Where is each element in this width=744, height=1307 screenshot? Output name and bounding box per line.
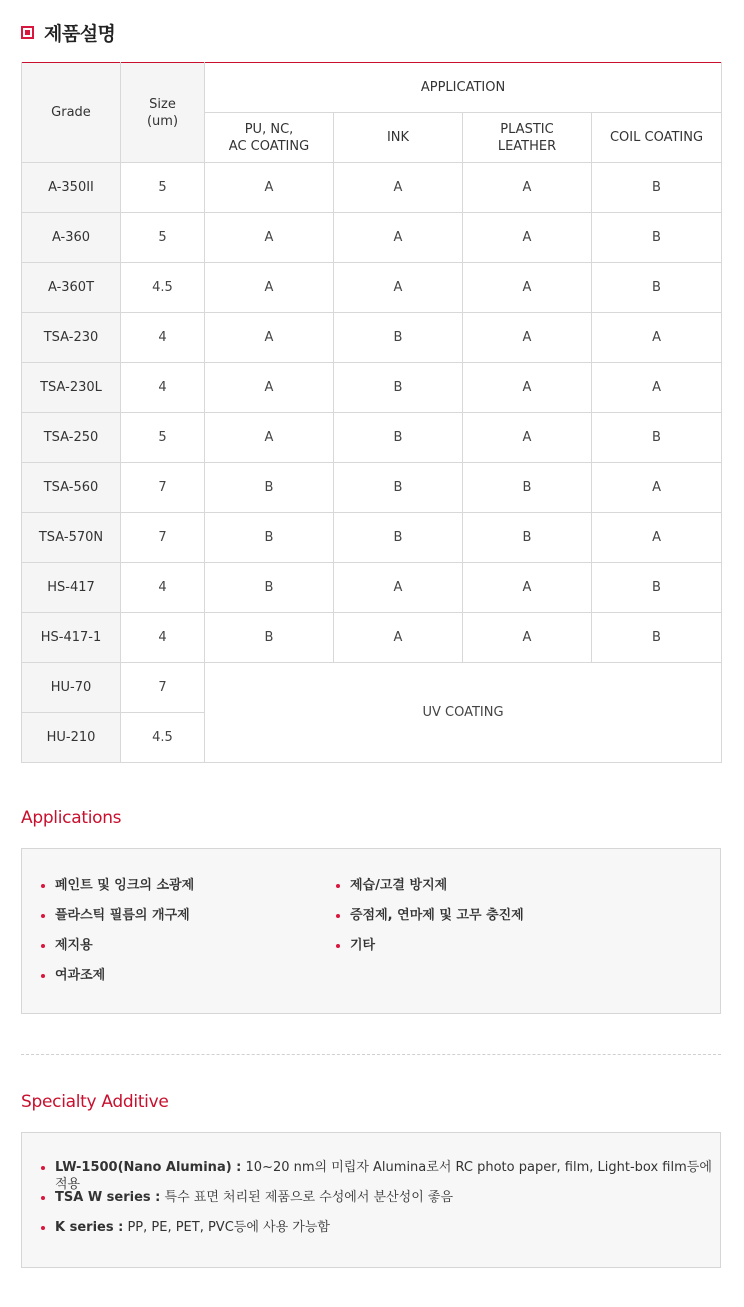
size-cell: 4.5 [121, 263, 205, 313]
coil-coating-cell: B [592, 263, 722, 313]
plastic-leather-cell: A [463, 613, 592, 663]
list-item: 제지용 [41, 937, 194, 967]
pu-nc-ac-cell: B [205, 563, 334, 613]
grade-cell: TSA-560 [22, 463, 121, 513]
table-row [22, 463, 722, 513]
pu-nc-ac-cell: A [205, 313, 334, 363]
plastic-leather-cell: B [463, 463, 592, 513]
specialty-list [41, 1159, 720, 1249]
grade-cell: A-360T [22, 263, 121, 313]
pu-nc-ac-cell: A [205, 263, 334, 313]
table-row [22, 563, 722, 613]
coil-coating-cell: B [592, 213, 722, 263]
coil-coating-cell: A [592, 363, 722, 413]
coil-coating-cell: B [592, 163, 722, 213]
uv-coating-cell: UV COATING [205, 663, 722, 763]
header-grade: Grade [22, 63, 121, 163]
list-item: 여과조제 [41, 967, 194, 997]
table-row [22, 213, 722, 263]
grade-cell: HU-210 [22, 713, 121, 763]
pu-nc-ac-cell: A [205, 413, 334, 463]
header-ink: INK [334, 113, 463, 163]
header-application: APPLICATION [205, 63, 722, 113]
table-row [22, 163, 722, 213]
plastic-leather-cell: A [463, 563, 592, 613]
grade-cell: A-350II [22, 163, 121, 213]
size-cell: 4.5 [121, 713, 205, 763]
header-coil-coating: COIL COATING [592, 113, 722, 163]
size-cell: 4 [121, 313, 205, 363]
size-cell: 4 [121, 563, 205, 613]
grade-cell: TSA-230 [22, 313, 121, 363]
ink-cell: A [334, 263, 463, 313]
plastic-leather-cell: B [463, 513, 592, 563]
pu-nc-ac-cell: B [205, 613, 334, 663]
page-title-row [21, 20, 115, 44]
list-item: K series : PP, PE, PET, PVC등에 사용 가능함 [41, 1219, 720, 1249]
plastic-leather-cell: A [463, 313, 592, 363]
grade-cell: HU-70 [22, 663, 121, 713]
coil-coating-cell: B [592, 613, 722, 663]
plastic-leather-cell: A [463, 213, 592, 263]
size-cell: 5 [121, 163, 205, 213]
ink-cell: A [334, 613, 463, 663]
specialty-additive-box [21, 1132, 721, 1268]
pu-nc-ac-cell: A [205, 363, 334, 413]
list-item: 기타 [336, 937, 524, 967]
grade-cell: TSA-570N [22, 513, 121, 563]
plastic-leather-cell: A [463, 163, 592, 213]
pu-nc-ac-cell: A [205, 163, 334, 213]
size-cell: 7 [121, 513, 205, 563]
grade-cell: TSA-250 [22, 413, 121, 463]
size-cell: 7 [121, 663, 205, 713]
list-item: 증점제, 연마제 및 고무 충진제 [336, 907, 524, 937]
header-size: Size (um) [121, 63, 205, 163]
section-divider [21, 1054, 721, 1055]
applications-list-left [41, 877, 194, 997]
specialty-additive-title: Specialty Additive [21, 1092, 169, 1112]
plastic-leather-cell: A [463, 363, 592, 413]
coil-coating-cell: A [592, 513, 722, 563]
applications-box [21, 848, 721, 1014]
product-spec-table [21, 62, 722, 763]
ink-cell: B [334, 363, 463, 413]
pu-nc-ac-cell: A [205, 213, 334, 263]
pu-nc-ac-cell: B [205, 513, 334, 563]
coil-coating-cell: B [592, 563, 722, 613]
list-item: 페인트 및 잉크의 소광제 [41, 877, 194, 907]
size-cell: 5 [121, 413, 205, 463]
ink-cell: B [334, 313, 463, 363]
ink-cell: B [334, 413, 463, 463]
square-bullet-icon [21, 26, 34, 39]
plastic-leather-cell: A [463, 263, 592, 313]
applications-title: Applications [21, 808, 122, 828]
pu-nc-ac-cell: B [205, 463, 334, 513]
coil-coating-cell: B [592, 413, 722, 463]
list-item: 제습/고결 방지제 [336, 877, 524, 907]
size-cell: 5 [121, 213, 205, 263]
list-item: TSA W series : 특수 표면 처리된 제품으로 수성에서 분산성이 좋음 [41, 1189, 720, 1219]
ink-cell: B [334, 513, 463, 563]
coil-coating-cell: A [592, 463, 722, 513]
applications-list-right [336, 877, 524, 967]
size-cell: 7 [121, 463, 205, 513]
table-row [22, 363, 722, 413]
page-title: 제품설명 [44, 22, 116, 45]
table-row [22, 513, 722, 563]
table-row [22, 263, 722, 313]
list-item: LW-1500(Nano Alumina) : 10~20 nm의 미립자 Alumina로서 RC photo paper, film, Light-box film등에 적용 [41, 1159, 720, 1189]
coil-coating-cell: A [592, 313, 722, 363]
ink-cell: A [334, 163, 463, 213]
list-item: 플라스틱 필름의 개구제 [41, 907, 194, 937]
grade-cell: HS-417-1 [22, 613, 121, 663]
table-row [22, 613, 722, 663]
ink-cell: B [334, 463, 463, 513]
ink-cell: A [334, 213, 463, 263]
size-cell: 4 [121, 363, 205, 413]
grade-cell: TSA-230L [22, 363, 121, 413]
ink-cell: A [334, 563, 463, 613]
header-plastic-leather: PLASTIC LEATHER [463, 113, 592, 163]
grade-cell: A-360 [22, 213, 121, 263]
header-pu-nc-ac-coating: PU, NC, AC COATING [205, 113, 334, 163]
table-row [22, 413, 722, 463]
grade-cell: HS-417 [22, 563, 121, 613]
size-cell: 4 [121, 613, 205, 663]
plastic-leather-cell: A [463, 413, 592, 463]
table-row [22, 663, 722, 713]
table-row [22, 313, 722, 363]
